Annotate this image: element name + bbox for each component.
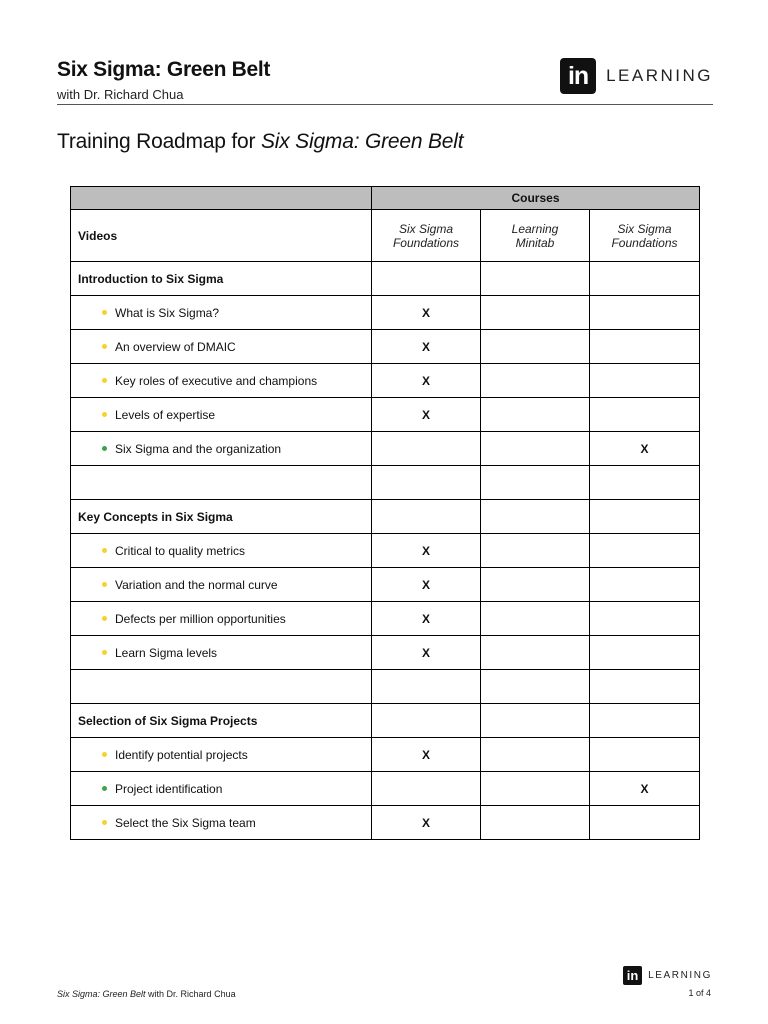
course-mark-cell [590,330,700,364]
course-mark-cell [481,534,590,568]
footer-course-credit [57,989,236,999]
video-cell [71,398,372,432]
courses-header-cell: Courses [372,187,700,210]
empty-cell [481,466,590,500]
spacer-row [71,466,700,500]
course-mark-cell [481,806,590,840]
heading-course-name: Six Sigma: Green Belt [260,130,464,153]
video-title: Critical to quality metrics [115,543,246,558]
course-mark-cell [481,432,590,466]
section-row [71,500,700,534]
empty-cell [590,670,700,704]
video-row [71,330,700,364]
video-row [71,296,700,330]
video-cell [71,432,372,466]
video-row [71,398,700,432]
course-mark-cell: X [590,432,700,466]
page-heading [57,130,463,154]
footer-course-name: Six Sigma: Green Belt [57,989,146,999]
video-row [71,806,700,840]
document-header [57,58,713,105]
document-subtitle: with Dr. Richard Chua [57,87,184,102]
empty-cell [481,704,590,738]
course-mark-cell [481,636,590,670]
bullet-dot-icon [102,344,107,349]
training-roadmap-table [70,186,700,840]
empty-cell [590,500,700,534]
section-title: Key Concepts in Six Sigma [71,500,372,534]
course-mark-cell: X [372,806,481,840]
course-header-2 [481,210,590,262]
course-mark-cell [481,296,590,330]
video-cell [71,364,372,398]
bullet-dot-icon [102,650,107,655]
bullet-dot-icon [102,378,107,383]
video-row [71,364,700,398]
course-mark-cell: X [372,330,481,364]
footer-linkedin-in-icon: in [623,966,642,985]
course-mark-cell [372,432,481,466]
course-mark-cell [481,568,590,602]
section-title: Introduction to Six Sigma [71,262,372,296]
spacer-row [71,670,700,704]
course-mark-cell: X [590,772,700,806]
course-mark-cell: X [372,636,481,670]
video-cell [71,568,372,602]
empty-cell [481,500,590,534]
course-mark-cell [481,330,590,364]
bullet-dot-icon [102,582,107,587]
bullet-dot-icon [102,548,107,553]
bullet-dot-icon [102,616,107,621]
empty-cell [590,466,700,500]
course-header-3 [590,210,700,262]
course-mark-cell [372,772,481,806]
videos-header-cell: Videos [71,210,372,262]
course-mark-cell [481,738,590,772]
course-header-2-line2: Minitab [515,235,555,250]
course-mark-cell: X [372,568,481,602]
video-row [71,772,700,806]
course-mark-cell [590,398,700,432]
empty-cell [372,466,481,500]
page-number: 1 of 4 [688,988,711,998]
footer-instructor: with Dr. Richard Chua [145,989,236,999]
document-title: Six Sigma: Green Belt [57,58,271,81]
bullet-dot-icon [102,446,107,451]
section-title: Selection of Six Sigma Projects [71,704,372,738]
video-title: Defects per million opportunities [115,611,286,626]
video-title: An overview of DMAIC [115,339,236,354]
video-cell [71,806,372,840]
course-mark-cell [590,602,700,636]
video-title: Key roles of executive and champions [115,373,318,388]
video-title: Project identification [115,781,223,796]
course-mark-cell [590,636,700,670]
course-header-3-line2: Foundations [611,235,678,250]
empty-cell [372,704,481,738]
bullet-dot-icon [102,820,107,825]
video-cell [71,296,372,330]
course-mark-cell: X [372,602,481,636]
empty-cell [372,500,481,534]
course-header-3-line1: Six Sigma [617,221,672,236]
video-cell [71,772,372,806]
empty-cell [481,670,590,704]
video-title: What is Six Sigma? [115,305,220,320]
empty-cell [481,262,590,296]
course-header-1 [372,210,481,262]
section-row [71,704,700,738]
video-row [71,534,700,568]
empty-cell [372,262,481,296]
video-title: Levels of expertise [115,407,216,422]
column-header-row [71,210,700,262]
video-row [71,636,700,670]
course-mark-cell [481,772,590,806]
video-title: Select the Six Sigma team [115,815,256,830]
video-cell [71,738,372,772]
video-row [71,432,700,466]
course-mark-cell [481,602,590,636]
video-row [71,568,700,602]
video-cell [71,636,372,670]
course-mark-cell [590,364,700,398]
course-mark-cell: X [372,296,481,330]
linkedin-in-icon: in [560,58,596,94]
course-header-2-line1: Learning [511,221,559,236]
empty-cell [372,670,481,704]
course-mark-cell [590,738,700,772]
video-row [71,738,700,772]
video-title: Variation and the normal curve [115,577,278,592]
bullet-dot-icon [102,412,107,417]
course-mark-cell: X [372,738,481,772]
course-mark-cell: X [372,534,481,568]
empty-cell [590,704,700,738]
video-cell [71,330,372,364]
course-mark-cell [481,364,590,398]
video-title: Six Sigma and the organization [115,441,282,456]
bullet-dot-icon [102,310,107,315]
bullet-dot-icon [102,786,107,791]
course-mark-cell [590,568,700,602]
course-header-1-line1: Six Sigma [398,221,454,236]
footer-linkedin-learning-logo [623,966,712,985]
video-row [71,602,700,636]
course-mark-cell [590,806,700,840]
footer-learning-wordmark: LEARNING [648,970,712,981]
course-mark-cell [590,296,700,330]
course-header-1-line2: Foundations [392,235,460,250]
heading-prefix: Training Roadmap for [57,130,261,153]
empty-cell [71,670,372,704]
linkedin-learning-logo [560,58,713,94]
course-mark-cell: X [372,398,481,432]
course-mark-cell [481,398,590,432]
courses-header-row [71,187,700,210]
empty-cell [71,466,372,500]
course-mark-cell [590,534,700,568]
video-cell [71,602,372,636]
video-title: Learn Sigma levels [115,645,218,660]
course-mark-cell: X [372,364,481,398]
empty-cell [590,262,700,296]
section-row [71,262,700,296]
empty-header-cell [71,187,372,210]
video-cell [71,534,372,568]
learning-wordmark: LEARNING [606,66,713,85]
video-title: Identify potential projects [115,747,248,762]
bullet-dot-icon [102,752,107,757]
